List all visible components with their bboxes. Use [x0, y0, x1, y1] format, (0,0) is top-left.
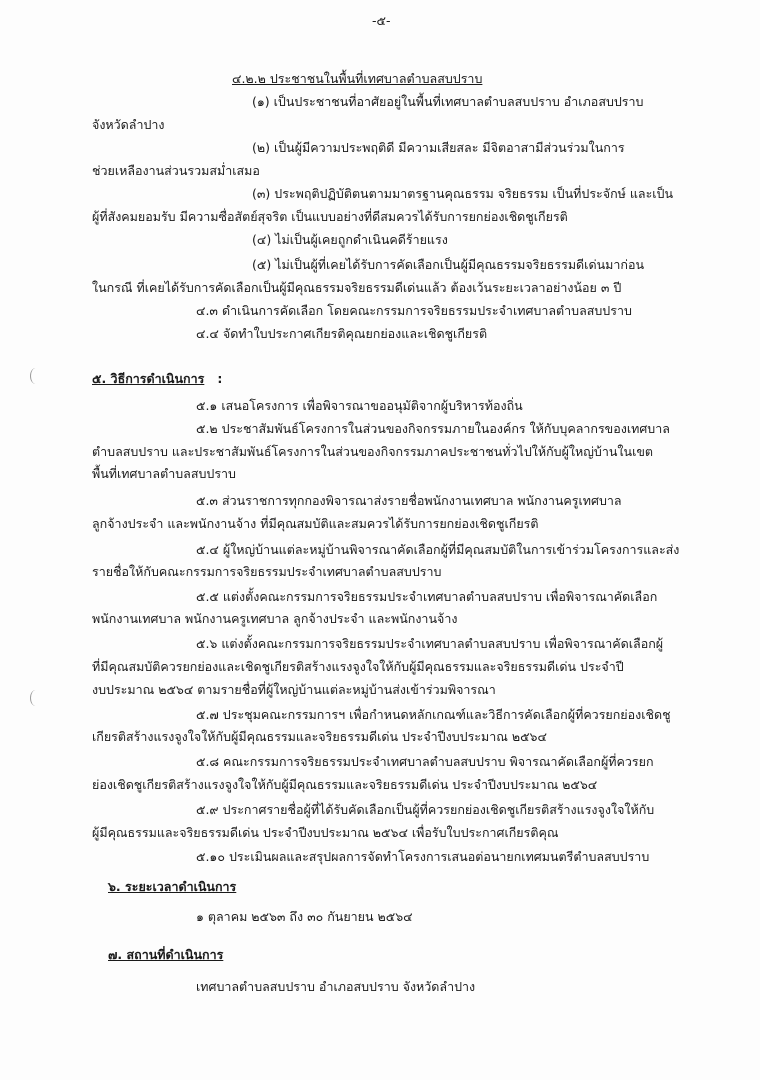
procedure-line: ๕.๘ คณะกรรมการจริยธรรมประจำเทศบาลตำบลสบปราบ พิจารณาคัดเลือกผู้ที่ควรยก	[196, 754, 654, 769]
section-6-heading: ๖. ระยะเวลาดำเนินการ	[108, 879, 237, 894]
procedure-line: ๕.๖ แต่งตั้งคณะกรรมการจริยธรรมประจำเทศบาลตำบลสบปราบ เพื่อพิจารณาคัดเลือกผู้	[196, 636, 664, 651]
procedure-line: ตำบลสบปราบ และประชาสัมพันธ์โครงการในส่วนของกิจกรรมภาคประชาชนทั่วไปให้กับผู้ใหญ่บ้านในเขต	[92, 444, 654, 459]
section-5-colon: :	[217, 371, 223, 386]
procedure-line: พนักงานเทศบาล พนักงานครูเทศบาล ลูกจ้างประจำ และพนักงานจ้าง	[92, 611, 458, 626]
section-6-period: ๑ ตุลาคม ๒๕๖๓ ถึง ๓๐ กันยายน ๒๕๖๔	[196, 909, 413, 924]
section-7-location: เทศบาลตำบลสบปราบ อำเภอสบปราบ จังหวัดลำปาง	[196, 979, 476, 994]
criteria-line: (๕) ไม่เป็นผู้ที่เคยได้รับการคัดเลือกเป็นผู้มีคุณธรรมจริยธรรมดีเด่นมาก่อน	[252, 257, 644, 272]
criteria-line: ในกรณี ที่เคยได้รับการคัดเลือกเป็นผู้มีคุณธรรมจริยธรรมดีเด่นแล้ว ต้องเว้นระยะเวลาอย่างน้อย ๓ ปี	[92, 280, 622, 295]
procedure-line: ๕.๗ ประชุมคณะกรรมการฯ เพื่อกำหนดหลักเกณฑ์และวิธีการคัดเลือกผู้ที่ควรยกย่องเชิดชู	[196, 707, 671, 722]
criteria-line: (๓) ประพฤติปฏิบัติตนตามมาตรฐานคุณธรรม จริยธรรม เป็นที่ประจักษ์ และเป็น	[252, 186, 674, 201]
procedure-line: พื้นที่เทศบาลตำบลสบปราบ	[92, 466, 236, 481]
section-4-4: ๔.๔ จัดทำใบประกาศเกียรติคุณยกย่องและเชิดชูเกียรติ	[196, 326, 488, 341]
section-4-2-2-heading: ๔.๒.๒ ประชาชนในพื้นที่เทศบาลตำบลสบปราบ	[232, 71, 483, 86]
procedure-line: งบประมาณ ๒๕๖๔ ตามรายชื่อที่ผู้ใหญ่บ้านแต่ละหมู่บ้านส่งเข้าร่วมพิจารณา	[92, 682, 496, 697]
procedure-line: รายชื่อให้กับคณะกรรมการจริยธรรมประจำเทศบาลตำบลสบปราบ	[92, 564, 442, 579]
section-4-3: ๔.๓ ดำเนินการคัดเลือก โดยคณะกรรมการจริยธรรมประจำเทศบาลตำบลสบปราบ	[196, 303, 632, 318]
punch-hole-mark	[30, 690, 41, 706]
criteria-line: (๑) เป็นประชาชนที่อาศัยอยู่ในพื้นที่เทศบาลตำบลสบปราบ อำเภอสบปราบ	[252, 94, 644, 109]
section-5-heading	[92, 370, 222, 388]
page-number: -๕-	[372, 13, 391, 28]
procedure-line: ๕.๑ เสนอโครงการ เพื่อพิจารณาขออนุมัติจากผู้บริหารท้องถิ่น	[196, 398, 523, 413]
section-5-heading-text: ๕. วิธีการดำเนินการ	[92, 371, 205, 386]
procedure-line: เกียรติสร้างแรงจูงใจให้กับผู้มีคุณธรรมและจริยธรรมดีเด่น ประจำปีงบประมาณ ๒๕๖๔	[92, 729, 547, 744]
section-7-heading: ๗. สถานที่ดำเนินการ	[108, 947, 224, 962]
criteria-line: (๔) ไม่เป็นผู้เคยถูกดำเนินคดีร้ายแรง	[252, 232, 448, 247]
procedure-line: ๕.๙ ประกาศรายชื่อผู้ที่ได้รับคัดเลือกเป็นผู้ที่ควรยกย่องเชิดชูเกียรติสร้างแรงจูงใจให้กับ	[196, 802, 655, 817]
procedure-line: ๕.๔ ผู้ใหญ่บ้านแต่ละหมู่บ้านพิจารณาคัดเลือกผู้ที่มีคุณสมบัติในการเข้าร่วมโครงการและส่ง	[196, 542, 680, 557]
procedure-line: ๕.๑๐ ประเมินผลและสรุปผลการจัดทำโครงการเสนอต่อนายกเทศมนตรีตำบลสบปราบ	[196, 849, 650, 864]
procedure-line: ๕.๓ ส่วนราชการทุกกองพิจารณาส่งรายชื่อพนักงานเทศบาล พนักงานครูเทศบาล	[196, 493, 622, 508]
criteria-line: ผู้ที่สังคมยอมรับ มีความซื่อสัตย์สุจริต เป็นแบบอย่างที่ดีสมควรได้รับการยกย่องเชิดชูเกียรติ	[92, 209, 568, 224]
criteria-line: (๒) เป็นผู้มีความประพฤติดี มีความเสียสละ มีจิตอาสามีส่วนร่วมในการ	[252, 140, 625, 155]
punch-hole-mark	[30, 368, 41, 384]
procedure-line: ย่องเชิดชูเกียรติสร้างแรงจูงใจให้กับผู้มีคุณธรรมและจริยธรรมดีเด่น ประจำปีงบประมาณ ๒๕๖๔	[92, 777, 598, 792]
criteria-line: จังหวัดลำปาง	[92, 117, 165, 132]
procedure-line: ที่มีคุณสมบัติควรยกย่องและเชิดชูเกียรติสร้างแรงจูงใจให้กับผู้มีคุณธรรมและจริยธรรมดีเด่น ประจำปี	[92, 659, 624, 674]
procedure-line: ลูกจ้างประจำ และพนักงานจ้าง ที่มีคุณสมบัติและสมควรได้รับการยกย่องเชิดชูเกียรติ	[92, 516, 539, 531]
procedure-line: ๕.๕ แต่งตั้งคณะกรรมการจริยธรรมประจำเทศบาลตำบลสบปราบ เพื่อพิจารณาคัดเลือก	[196, 589, 658, 604]
procedure-line: ผู้มีคุณธรรมและจริยธรรมดีเด่น ประจำปีงบประมาณ ๒๕๖๔ เพื่อรับใบประกาศเกียรติคุณ	[92, 825, 559, 840]
procedure-line: ๕.๒ ประชาสัมพันธ์โครงการในส่วนของกิจกรรมภายในองค์กร ให้กับบุคลากรของเทศบาล	[196, 421, 670, 436]
criteria-line: ช่วยเหลืองานส่วนรวมสม่ำเสมอ	[92, 163, 260, 178]
